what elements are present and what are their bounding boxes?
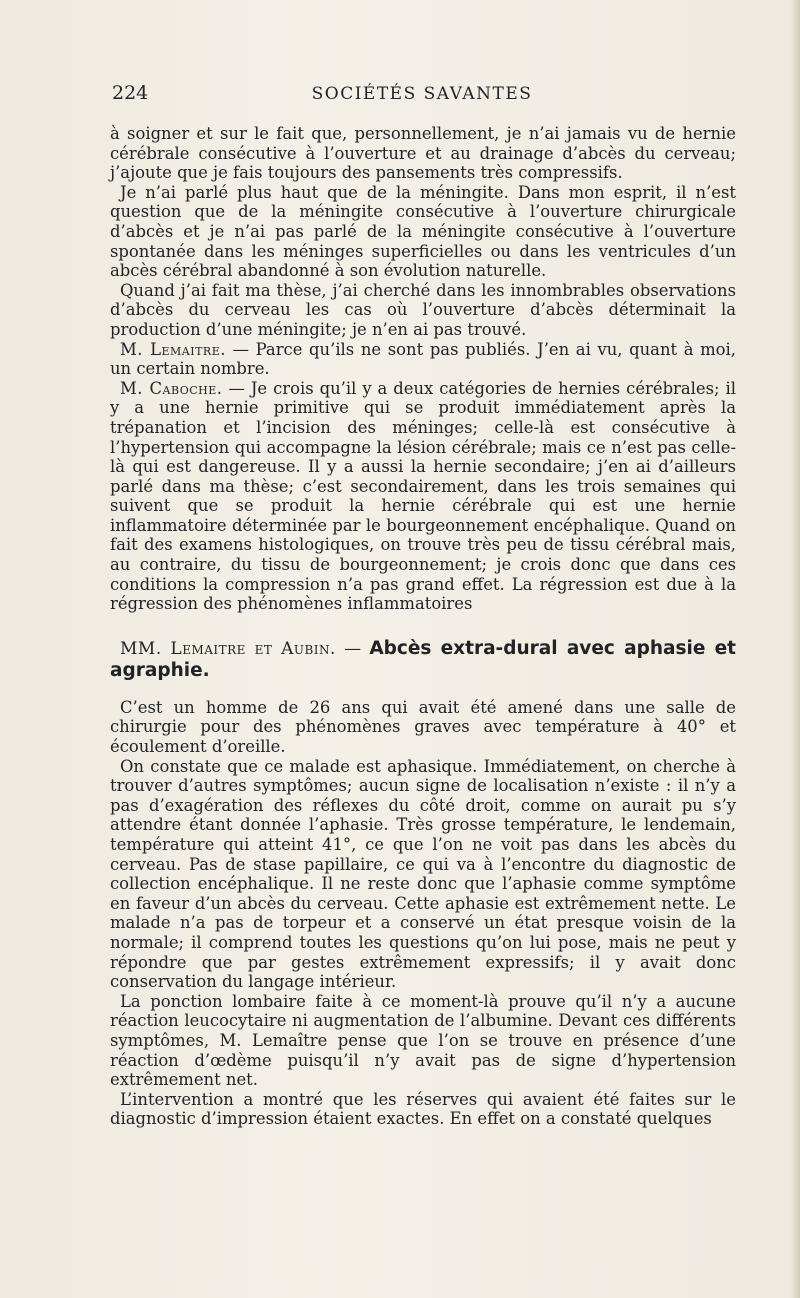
page-header: [112, 82, 732, 110]
heading-dash: —: [335, 638, 370, 659]
paragraph-4: [110, 340, 736, 379]
paragraph-6: C’est un homme de 26 ans qui avait été amené dans une salle de chirurgie pour des phénomènes graves avec température à 40° et écoulement d’oreille.: [110, 697, 736, 757]
paragraph-7: On constate que ce malade est aphasique. Immédiatement, on cherche à trouver d’autres symptômes; aucun signe de localisation n’existe : il n’y a pas d’exagération des réflexes du côté droit, comme on aurait pu s’y attendre étant donnée l’aphasie. Très grosse température, le lendemain, température qui atteint 41°, ce que l’on ne voit pas dans les abcès du cerveau. Pas de stase papillaire, ce qui va à l’encontre du diagnostic de collection encéphalique. Il ne reste donc que l’aphasie comme symptôme en faveur d’un abcès du cerveau. Cette aphasie est extrêmement nette. Le malade n’a pas de torpeur et a conservé un état presque voisin de la normale; il comprend toutes les questions qu’on lui pose, mais ne peut y répondre que par gestes extrêmement expressifs; il y avait donc conservation du langage intérieur.: [110, 756, 736, 992]
paragraph-4-text: — Parce qu’ils ne sont pas publiés. J’en ai vu, quant à moi, un certain nombre.: [110, 339, 736, 379]
paragraph-1: à soigner et sur le fait que, personnellement, je n’ai jamais vu de hernie cérébrale consécutive à l’ouverture et au drainage d’abcès du cerveau; j’ajoute que je fais toujours des pansements très compressifs.: [110, 124, 736, 183]
section-heading: [110, 638, 736, 682]
running-head: SOCIÉTÉS SAVANTES: [311, 84, 533, 104]
paragraph-2: Je n’ai parlé plus haut que de la méningite. Dans mon esprit, il n’est question que de la méningite consécutive à l’ouverture chirurgicale d’abcès et je n’ai pas parlé de la méningite consécutive à l’ouverture spontanée dans les méninges superficielles ou dans les ventricules d’un abcès cérébral abandonné à son évolution naturelle.: [110, 182, 736, 281]
heading-title: Abcès extra-dural avec aphasie et agraphie.: [110, 637, 736, 681]
page-body: [110, 124, 736, 1129]
paragraph-8: La ponction lombaire faite à ce moment-là prouve qu’il n’y a aucune réaction leucocytaire ni augmentation de l’albumine. Devant ces différents symptômes, M. Lemaître pense que l’on se trouve en présence d’une réaction d’œdème puisqu’il n’y avait pas de signe d’hypertension extrêmement net.: [110, 991, 736, 1090]
speaker-caboche: M. Caboche.: [120, 378, 223, 398]
paragraph-9: L’intervention a montré que les réserves qui avaient été faites sur le diagnostic d’impression étaient exactes. En effet on a constaté quelques: [110, 1089, 736, 1129]
paragraph-5-text: — Je crois qu’il y a deux catégories de hernies cérébrales; il y a une hernie primitive qui se produit immédiatement après la trépanation et l’incision des méninges; celle-là est consécutive à l’hypertension qui accompagne la lésion cérébrale; mais ce n’est pas celle-là qui est dangereuse. Il y a aussi la hernie secondaire; j’en ai d’ailleurs parlé dans ma thèse; c’est secondairement, dans les trois semaines qui suivent que se produit la hernie cérébrale qui est une hernie inflammatoire déterminée par le bourgeonnement encéphalique. Quand on fait des examens histologiques, on trouve très peu de tissu cérébral mais, au contraire, du tissu de bourgeonnement; je crois donc que dans ces conditions la compression n’a pas grand effet. La régression est due à la régression des phénomènes inflammatoires: [110, 378, 737, 614]
heading-authors: MM. Lemaitre et Aubin.: [120, 638, 336, 659]
page-edge-shadow: [790, 0, 800, 1298]
paragraph-3: Quand j’ai fait ma thèse, j’ai cherché dans les innombrables observations d’abcès du cerveau les cas où l’ouverture d’abcès déterminait la production d’une méningite; je n’en ai pas trouvé.: [110, 280, 736, 339]
page-number: 224: [112, 82, 149, 104]
speaker-lemaitre: M. Lemaitre.: [120, 339, 226, 359]
paragraph-5: [110, 379, 736, 614]
